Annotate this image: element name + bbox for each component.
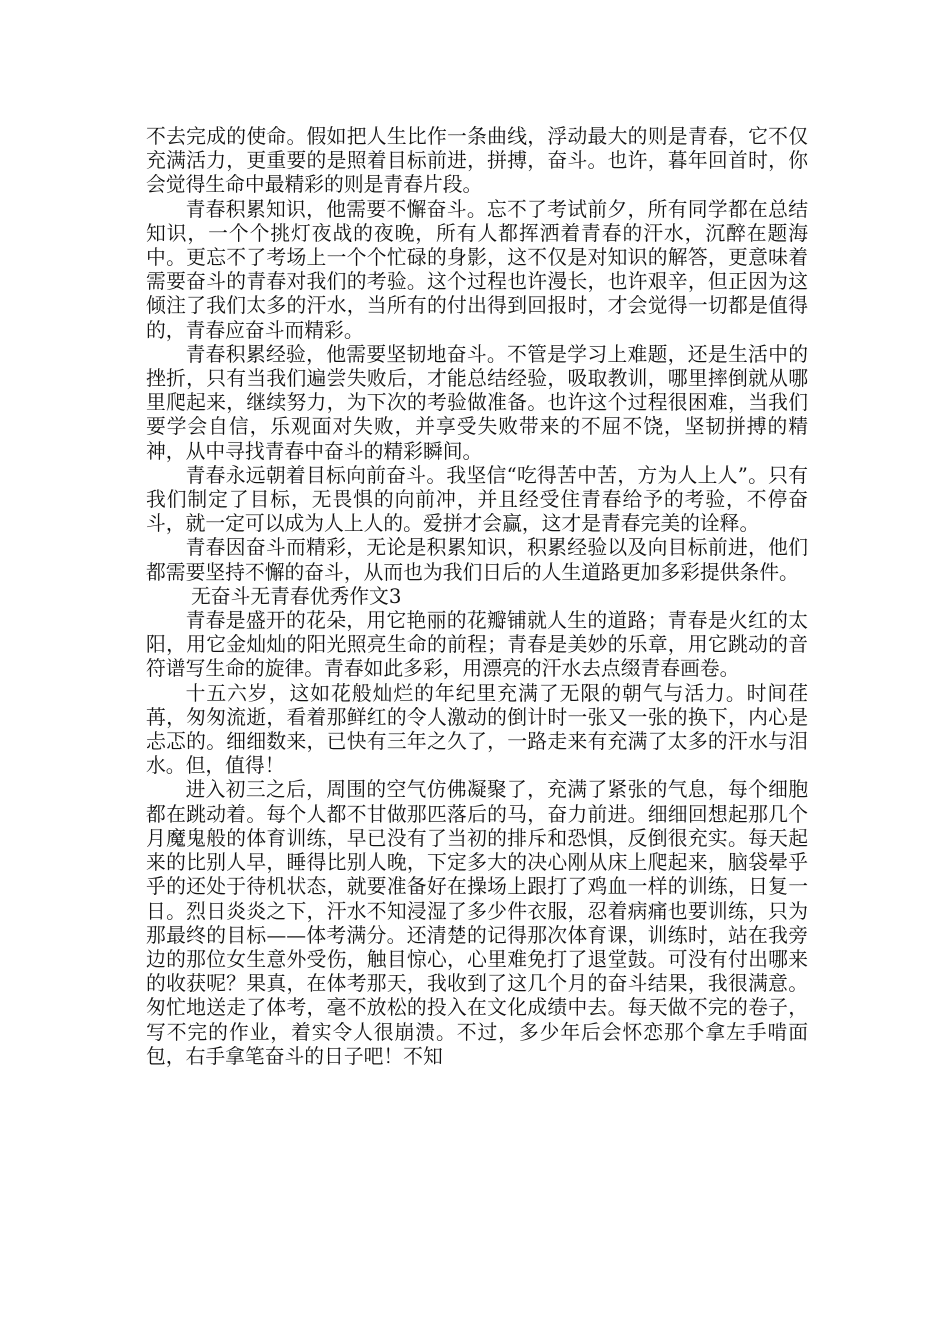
paragraph-conclusion: 青春因奋斗而精彩，无论是积累知识，积累经验以及向目标前进，他们都需要坚持不懈的奋斗，从而也为我们日后的人生道路更加多彩提供条件。 — [146, 536, 808, 584]
paragraph-youth-metaphor: 青春是盛开的花朵，用它艳丽的花瓣铺就人生的道路；青春是火红的太阳，用它金灿灿的阳光照亮生命的前程；青春是美妙的乐章，用它跳动的音符谱写生命的旋律。青春如此多彩，用漂亮的汗水去点缀青春画卷。 — [146, 609, 808, 681]
paragraph-knowledge: 青春积累知识，他需要不懈奋斗。忘不了考试前夕，所有同学都在总结知识，一个个挑灯夜战的夜晚，所有人都挥洒着青春的汗水，沉醉在题海中。更忘不了考场上一个个忙碌的身影，这不仅是对知识的解答，更意味着需要奋斗的青春对我们的考验。这个过程也许漫长，也许艰辛，但正因为这倾注了我们太多的汗水，当所有的付出得到回报时，才会觉得一切都是值得的，青春应奋斗而精彩。 — [146, 197, 808, 342]
essay-heading: 无奋斗无青春优秀作文3 — [191, 584, 402, 608]
paragraph-continuation: 不去完成的使命。假如把人生比作一条曲线，浮动最大的则是青春，它不仅充满活力，更重要的是照着目标前进，拼搏，奋斗。也许，暮年回首时，你会觉得生命中最精彩的则是青春片段。 — [146, 125, 808, 197]
paragraph-grade-nine: 进入初三之后，周围的空气仿佛凝聚了，充满了紧张的气息，每个细胞都在跳动着。每个人都不甘做那匹落后的马，奋力前进。细细回想起那几个月魔鬼般的体育训练，早已没有了当初的排斥和恐惧，反倒很充实。每天起来的比别人早，睡得比别人晚，下定多大的决心刚从床上爬起来，脑袋晕乎乎的还处于待机状态，就要准备好在操场上跟打了鸡血一样的训练，日复一日。烈日炎炎之下，汗水不知浸湿了多少件衣服，忍着病痛也要训练，只为那最终的目标——体考满分。还清楚的记得那次体育课，训练时，站在我旁边的那位女生意外受伤，触目惊心，心里难免打了退堂鼓。可没有付出哪来的收获呢？果真，在体考那天，我收到了这几个月的奋斗结果，我很满意。匆忙地送走了体考，毫不放松的投入在文化成绩中去。每天做不完的卷子，写不完的作业，着实令人很崩溃。不过，多少年后会怀恋那个拿左手啃面包，右手拿笔奋斗的日子吧！不知 — [146, 778, 808, 1068]
paragraph-age-fifteen: 十五六岁，这如花般灿烂的年纪里充满了无限的朝气与活力。时间荏苒，匆匆流逝，看着那鲜红的令人激动的倒计时一张又一张的换下，内心是忐忑的。细细数来，已快有三年之久了，一路走来有充满了太多的汗水与泪水。但，值得！ — [146, 681, 808, 778]
paragraph-experience: 青春积累经验，他需要坚韧地奋斗。不管是学习上难题，还是生活中的挫折，只有当我们遍尝失败后，才能总结经验，吸取教训，哪里摔倒就从哪里爬起来，继续努力，为下次的考验做准备。也许这个过程很困难，当我们要学会自信，乐观面对失败，并享受失败带来的不屈不饶，坚韧拼搏的精神，从中寻找青春中奋斗的精彩瞬间。 — [146, 342, 808, 463]
document-page — [146, 125, 808, 1069]
paragraph-goal: 青春永远朝着目标向前奋斗。我坚信“吃得苦中苦，方为人上人”。只有我们制定了目标，无畏惧的向前冲，并且经受住青春给予的考验，不停奋斗，就一定可以成为人上人的。爱拼才会赢，这才是青春完美的诠释。 — [146, 463, 808, 536]
